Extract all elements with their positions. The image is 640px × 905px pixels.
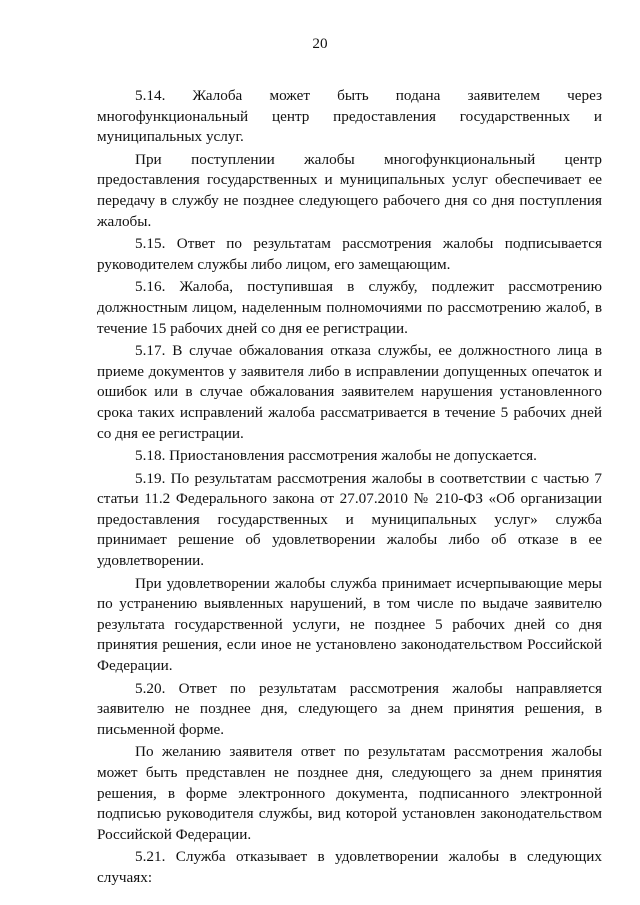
paragraph-5-21: 5.21. Служба отказывает в удовлетворении жалобы в следующих случаях: <box>97 848 602 886</box>
document-body <box>97 86 602 891</box>
paragraph-5-14: 5.14. Жалоба может быть подана заявителем через многофункциональный центр предоставления государственных и муниципальных услуг. <box>97 87 602 146</box>
paragraph-5-19-continued: При удовлетворении жалобы служба принимает исчерпывающие меры по устранению выявленных нарушений, в том числе по выдаче заявителю результата государственной услуги, не позднее 5 рабочих дней со дня принятия решения, если иное не установлено законодательством Российской Федерации. <box>97 574 602 675</box>
paragraph-5-20-continued: По желанию заявителя ответ по результатам рассмотрения жалобы может быть представлен не позднее дня, следующего за днем принятия решения, в форме электронного документа, подписанного электронной подписью руководителя службы, вид которой установлен законодательством Российской Федерации. <box>97 743 602 843</box>
paragraph-5-18: 5.18. Приостановления рассмотрения жалобы не допускается. <box>135 447 537 465</box>
paragraph-5-14-continued: При поступлении жалобы многофункциональный центр предоставления государственных и муниципальных услуг обеспечивает ее передачу в службу не позднее следующего рабочего дня со дня поступления жалобы. <box>97 150 602 230</box>
paragraph-5-17: 5.17. В случае обжалования отказа службы, ее должностного лица в приеме документов у заявителя либо в исправлении допущенных опечаток и ошибок или в случае обжалования заявителем нарушения установленного срока таких исправлений жалоба рассматривается в течение 5 рабочих дней со дня ее регистрации. <box>97 342 602 442</box>
paragraph-5-20: 5.20. Ответ по результатам рассмотрения жалобы направляется заявителю не позднее дня, следующего за днем принятия решения, в письменной форме. <box>97 679 602 738</box>
paragraph-5-15: 5.15. Ответ по результатам рассмотрения жалобы подписывается руководителем службы либо лицом, его замещающим. <box>97 235 602 273</box>
paragraph-5-19: 5.19. По результатам рассмотрения жалобы в соответствии с частью 7 статьи 11.2 Федерального закона от 27.07.2010 № 210-ФЗ «Об организации предоставления государственных и муниципальных услуг» служба принимает решение об удовлетворении жалобы либо об отказе в ее удовлетворении. <box>97 469 602 570</box>
paragraph-5-16: 5.16. Жалоба, поступившая в службу, подлежит рассмотрению должностным лицом, наделенным полномочиями по рассмотрению жалоб, в течение 15 рабочих дней со дня ее регистрации. <box>97 278 602 337</box>
page-number: 20 <box>312 35 328 52</box>
